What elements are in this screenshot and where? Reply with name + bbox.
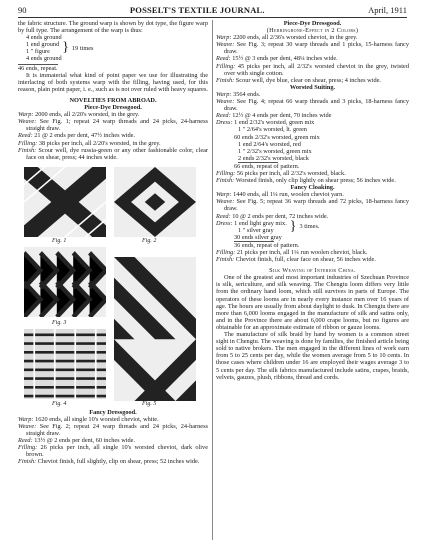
d5-dress-group: Dress: 1 end light gray mix. 1 " silver gray } 3 times.	[216, 218, 320, 234]
d3-finish: Scour well, dye blue, clear on shear, press; 4 inches wide.	[235, 76, 381, 84]
d4-filling: 56 picks per inch, all 2/32's worsted, black.	[236, 169, 346, 177]
d2-weave: See Fig. 2; repeat 24 warp threads and 24 picks, 24-harness straight draw.	[26, 422, 209, 438]
d1-warp: 2000 ends, all 2/20's worsted, in the grey.	[35, 111, 140, 119]
novelties-heading: NOVELTIES FROM ABROAD.	[69, 96, 157, 104]
warp-line-3: 1 " figure	[26, 48, 50, 56]
d5-warp: 1440 ends, all 1¼ run, woolen cheviot yarn.	[233, 191, 344, 199]
dressgood-2-title: Fancy Dressgood.	[89, 408, 137, 416]
warp-arrangement	[18, 34, 208, 62]
fig-3-image	[24, 247, 106, 317]
suiting-title: Worsted Suiting.	[289, 83, 336, 91]
journal-title: POSSELT'S TEXTILE JOURNAL.	[129, 5, 265, 15]
d5-brace-glyph: }	[289, 218, 297, 234]
fig-1-label: Fig. 1	[52, 237, 67, 244]
d4-dress-6: 2 ends 2/32's worsted, black	[238, 154, 309, 162]
d4-dress-3: 60 ends 2/32's worsted, green mix	[234, 133, 320, 141]
warp-times: 19 times	[71, 44, 94, 52]
d1-finish: Scour well, dye russia-green or any other fashionable color, clear face on shear, press; 44 inches wide.	[26, 146, 209, 161]
page-header	[18, 5, 407, 17]
fig-1-image	[24, 167, 106, 237]
silk-paragraph-1: One of the greatest and most important industries of Szechuan Province is silk, sericulture, and silk weaving. The Chengtu loom differs very little from the ordinary hand loom, which still survives in parts of Europe. The operators of these looms are in nearly every instance men over 16 years of age. The hours are usually from about daylight to dusk. In Chengtu there are more than 6,000 looms engaged in the manufacture of silk and satins only, and in the Province there are about 6,000 crape looms, but no figures are obtainable for an approximate estimate of ribbon or gauze looms.	[216, 274, 409, 331]
brace-glyph: }	[62, 40, 69, 56]
header-rule	[18, 17, 407, 18]
d4-warp: 3564 ends.	[233, 90, 261, 98]
silk-heading: Silk Weaving of Interior China.	[269, 267, 356, 275]
fig-2-label: Fig. 2	[142, 237, 157, 244]
d4-dress-5: 1 " 2/32's worsted, green mix	[238, 147, 312, 155]
fig-5-image	[114, 257, 196, 401]
d5-dress-1: 1 end light gray mix.	[234, 219, 287, 227]
warp-line-4: 4 ends ground	[26, 55, 62, 63]
d3-weave: See Fig. 3; repeat 30 warp threads and 1 picks, 15-harness fancy draw.	[224, 41, 409, 56]
column-divider	[212, 20, 213, 540]
warp-line-1: 4 ends ground	[26, 34, 62, 42]
warp-total: 46 ends, repeat.	[18, 64, 58, 72]
d4-total: 66 ends, repeat of pattern.	[234, 162, 300, 170]
d3-filling: 45 picks per inch, all 2/32's worsted cheviot in the grey, twisted over with single cotton.	[224, 62, 409, 77]
d5-dress-3: 30 ends silver gray	[234, 233, 282, 241]
fig-2-image	[114, 167, 196, 237]
intro-paragraph: the fabric structure. The ground warp is shown by dot type, the figure warp by full type. The arrangement of the warp is thus:	[18, 20, 208, 35]
warp-brace-group	[26, 41, 208, 55]
right-column: Piece-Dye Dressgood. (Herringbone-Effect in 2 Colors) Warp: 2200 ends, all 2/36's worsted cheviot, in the grey. Weave: See Fig. 3; repeat 30 warp threads and 1 picks, 15-harness fancy draw. Reed: 15½ @ 3 ends per dent, 48¼ inches wide. Filling: 45 picks per inch, all 2/32's worsted cheviot in the grey, twisted over with single cotton. Finish: Scour well, dye blue, clear on shear, press; 4 inches wide. Worsted Suiting. Warp: 3564 ends. Weave: See Fig. 4; repeat 66 warp threads and 3 picks, 18-harness fancy draw. Reed: 12½ @ 4 ends per dent, 70 inches wide Dress: 1 end 2/32's worsted, green mix 1 " 2/64's worsted, lt. green 60 ends 2/32's worsted, green mix 1 end 2/64's worsted, red 1 " 2/32's worsted, green mix 2 ends 2/32's worsted, black 66 ends, repeat of pattern. Filling: 56 picks per inch, all 2/32's worsted, black. Finish: Worsted finish, only clip lightly on shear press; 56 inches wide. Fancy Cloaking. Warp: 1440 ends, all 1¼ run, woolen cheviot yarn. Weave: See Fig. 5; repeat 36 warp threads and 72 picks, 18-harness fancy draw. Reed: 10 @ 2 ends per dent, 72 inches wide. Dress: 1 end light gray mix. 1 " silver gray } 3 times. 30 ends silver gray 36 ends, repeat of pattern. Filling: 21 picks per inch, all 1¼ run woolen cheviot, black. Finish: Cheviot finish, full, clear face on shear, 56 inches wide. Silk Weaving of Interior China. One of the greatest and most important industries of Szechuan Province is silk, sericulture, and silk weaving. The Chengtu loom differs very little from the ordinary hand loom, which still survives in parts of Europe. The operators of these looms are in nearly every instance men over 16 years of age. The hours are usually from about daylight to dusk. In Chengtu there are more than 6,000 looms engaged in the manufacture of silk and satins only, and in the Province there are about 6,000 crape looms, but no figures are obtainable for an approximate estimate of ribbon or gauze looms. The manufacture of silk braid by hand by women is a common street sight in Chengtu. The weaving is done by families, the finished article being sold to native brokers. The men engaged in the different lines of work earn from 5 to 25 cents per day, while the women average from 5 to 10 cents. In those cases where children under 16 are employed their wages average 3 to 5 cents per day. The silk fabrics manufactured include satins, crapes, braids, velvets, gauzes, plush, ribbons, thread and cords.	[216, 20, 409, 381]
warp-line-2: 1 end ground	[26, 41, 60, 49]
d5-reed: 10 @ 2 ends per dent, 72 inches wide.	[232, 212, 329, 220]
d5-total: 36 ends, repeat of pattern.	[234, 241, 300, 249]
d4-reed: 12½ @ 4 ends per dent, 70 inches wide	[232, 112, 332, 120]
d5-finish: Cheviot finish, full, clear face on shear, 56 inches wide.	[235, 256, 376, 264]
weave-figures	[18, 165, 208, 407]
d5-weave: See Fig. 5; repeat 36 warp threads and 72 picks, 18-harness fancy draw.	[224, 198, 409, 213]
fig-4-image	[24, 329, 106, 399]
d4-dress-2: 1 " 2/64's worsted, lt. green	[238, 126, 307, 134]
d2-filling: 26 picks per inch, all single 10's worsted cheviot, dark olive brown.	[26, 444, 209, 459]
fig-3-label: Fig. 3	[52, 319, 67, 326]
d1-reed: 21 @ 2 ends per dent, 47½ inches wide.	[34, 132, 136, 140]
left-column: the fabric structure. The ground warp is shown by dot type, the figure warp by full type. The arrangement of the warp is thus: 4 ends ground 1 end ground 1 " figure } 19 times 4 ends ground 46 ends, repeat. It is immaterial what kind of point paper we use for illustrating the interlacing of both systems warp with the filling, having used, for this reason, plain point paper, i. e., such as is not over ruled with heavy squares. NOVELTIES FROM ABROAD. Piece-Dye Dressgood. Warp: 2000 ends, all 2/20's worsted, in the grey. Weave: See Fig. 1; repeat 24 warp threads and 24 picks, 24-harness straight draw. Reed: 21 @ 2 ends per dent, 47½ inches wide. Filling: 38 picks per inch, all 2/20's worsted, in the grey. Finish: Scour well, dye russia-green or any other fashionable color, clear face on shear, press; 44 inches wide. Fig. 1 Fig. 2 Fig. 3 Fig. 4 Fig. 5 Fancy Dressgood. Warp: 1620 ends, all single 10's worsted cheviot, white. Weave: See Fig. 2; repeat 24 warp threads and 24 picks, 24-harness straight draw. Reed: 13½ @ 2 ends per dent, 60 inches wide. Filling: 26 picks per inch, all single 10's worsted cheviot, dark olive brown. Finish: Cheviot finish, full slightly, clip on shear, press; 52 inches wide.	[18, 20, 209, 466]
d2-warp: 1620 ends, all single 10's worsted cheviot, white.	[35, 415, 159, 423]
page-number: 90	[18, 5, 27, 15]
d4-finish: Worsted finish, only clip lightly on shear press; 56 inches wide.	[235, 177, 396, 185]
d3-reed: 15½ @ 3 ends per dent, 48¼ inches wide.	[232, 55, 338, 63]
d1-weave: See Fig. 1; repeat 24 warp threads and 24 picks, 24-harness straight draw.	[26, 118, 209, 133]
dressgood-1-title: Piece-Dye Dressgood.	[84, 104, 142, 112]
dressgood-3-subtitle: (Herringbone-Effect in 2 Colors)	[266, 27, 359, 35]
d4-dress-1: 1 end 2/32's worsted, green mix	[234, 119, 315, 127]
fig-5-label: Fig. 5	[142, 400, 157, 407]
point-paper-paragraph: It is immaterial what kind of point paper we use for illustrating the interlacing of both systems warp with the filling, having used, for this reason, plain point paper, i. e., such as is not over ruled with heavy squares.	[18, 71, 209, 93]
fig-4-label: Fig. 4	[52, 400, 67, 407]
silk-paragraph-2: The manufacture of silk braid by hand by women is a common street sight in Chengtu. The weaving is done by families, the finished article being sold to native brokers. The men engaged in the different lines of work earn from 5 to 25 cents per day, while the women average from 5 to 10 cents. In those cases where children under 16 are employed their wages average 3 to 5 cents per day. The silk fabrics manufactured include satins, crapes, braids, velvets, gauzes, plush, ribbons, thread and cords.	[216, 331, 409, 381]
issue-date: April, 1911	[368, 5, 407, 15]
d4-dress-4: 1 end 2/64's worsted, red	[238, 140, 301, 148]
d5-dress-times: 3 times.	[299, 223, 320, 231]
d5-filling: 21 picks per inch, all 1¼ run woolen cheviot, black.	[236, 249, 368, 256]
d4-weave: See Fig. 4; repeat 66 warp threads and 3 picks, 18-harness fancy draw.	[224, 98, 409, 113]
d5-dress-2: 1 " silver gray	[238, 226, 274, 234]
d2-reed: 13½ @ 2 ends per dent, 60 inches wide.	[34, 437, 136, 445]
d1-filling: 38 picks per inch, all 2/20's worsted, in the grey.	[38, 139, 161, 147]
d3-warp: 2200 ends, all 2/36's worsted cheviot, in the grey.	[233, 34, 358, 42]
dressgood-3-title: Piece-Dye Dressgood.	[283, 20, 342, 27]
cloaking-title: Fancy Cloaking.	[290, 184, 335, 192]
d2-finish: Cheviot finish, full slightly, clip on shear, press; 52 inches wide.	[37, 458, 200, 466]
